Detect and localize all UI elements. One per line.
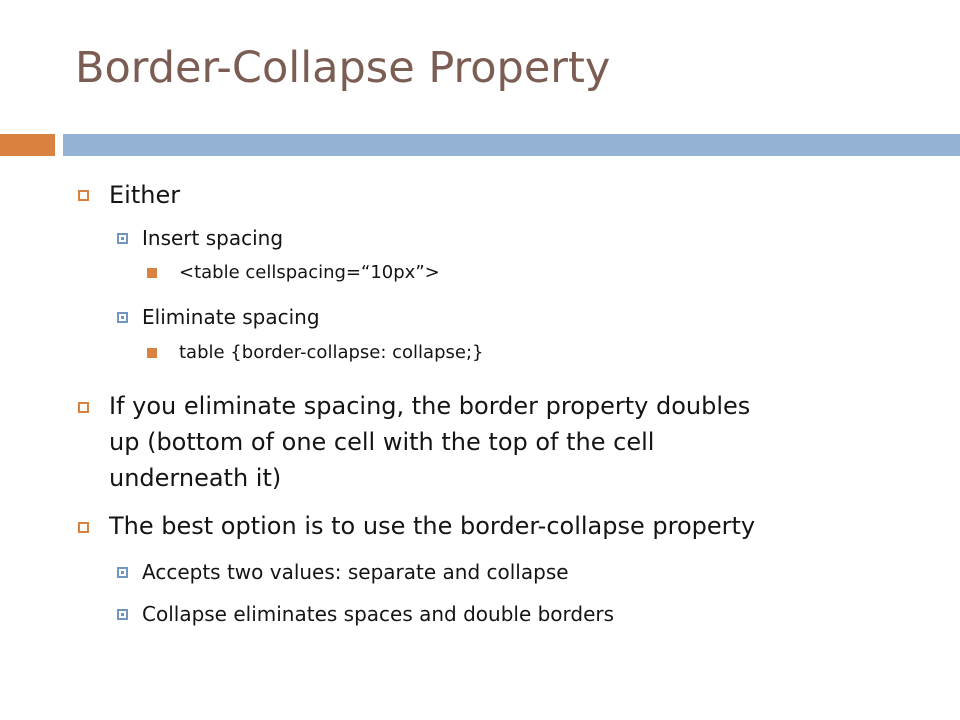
title-accent-bar-orange <box>0 134 55 156</box>
bullet-level3: <table cellspacing=“10px”> <box>179 262 440 283</box>
title-accent-bar-blue <box>63 134 960 156</box>
bullet-level1-line: If you eliminate spacing, the border property doubles <box>109 392 751 420</box>
slide-title: Border-Collapse Property <box>75 43 611 93</box>
bullet-level2: Insert spacing <box>142 226 284 250</box>
bullet-square-dot-icon <box>117 233 128 244</box>
bullet-filled-square-icon <box>147 268 157 278</box>
bullet-square-dot-icon <box>117 567 128 578</box>
bullet-square-dot-icon <box>117 609 128 620</box>
bullet-level1: The best option is to use the border-collapse property <box>109 512 756 540</box>
bullet-level2: Collapse eliminates spaces and double borders <box>142 602 615 626</box>
bullet-filled-square-icon <box>147 348 157 358</box>
bullet-level1: Either <box>109 181 181 209</box>
bullet-level2: Eliminate spacing <box>142 305 320 329</box>
bullet-square-dot-icon <box>117 312 128 323</box>
bullet-square-outline-icon <box>78 402 89 413</box>
bullet-level1-line: up (bottom of one cell with the top of the cell <box>109 428 655 456</box>
bullet-level3: table {border-collapse: collapse;} <box>179 342 484 363</box>
bullet-level2: Accepts two values: separate and collapse <box>142 560 569 584</box>
bullet-square-outline-icon <box>78 190 89 201</box>
bullet-level1-line: underneath it) <box>109 464 282 492</box>
bullet-square-outline-icon <box>78 522 89 533</box>
